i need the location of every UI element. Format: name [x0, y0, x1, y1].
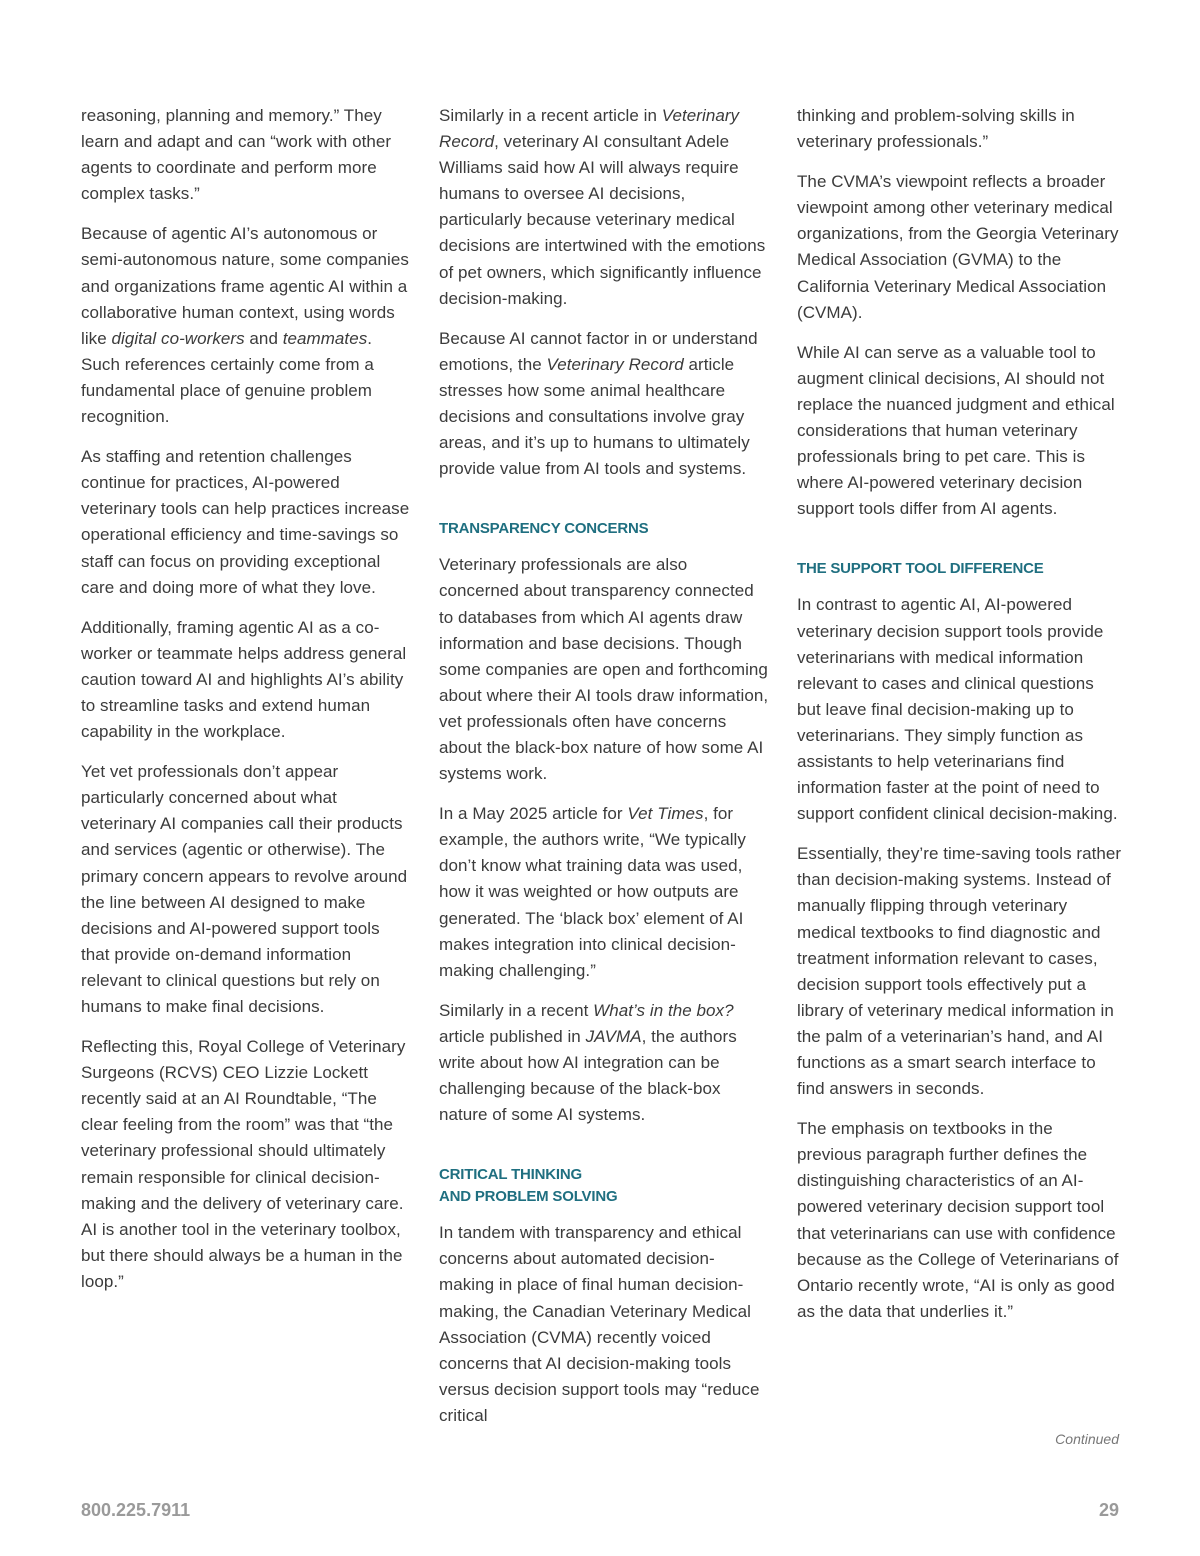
body-paragraph: [81, 759, 411, 1020]
paragraph-text: thinking and problem-solving skills in veterinary professionals.”: [797, 106, 1075, 152]
paragraph-text: article stresses how some animal healthcare decisions and consultations involve gray areas, and it’s up to humans to ultimately provide value from AI tools and systems.: [439, 354, 750, 479]
section-heading-line: TRANSPARENCY CONCERNS: [439, 520, 649, 538]
body-paragraph: [439, 1220, 769, 1429]
section-heading-line: AND PROBLEM SOLVING: [439, 1188, 618, 1206]
footer-phone-number: 800.225.7911: [81, 1500, 191, 1520]
paragraph-text: , for example, the authors write, “We typically don’t know what training data was used, how it was weighted or how outputs are generated. The ‘black box’ element of AI makes integration into clinical decision-making challenging.”: [439, 804, 746, 980]
body-paragraph: [81, 444, 411, 601]
paragraph-text: In contrast to agentic AI, AI-powered veterinary decision support tools provide veterinarians with medical information relevant to cases and clinical questions but leave final decision-making up to veterinarians. They simply function as assistants to help veterinarians find information faster at the point of need to support confident clinical decision-making.: [797, 595, 1118, 824]
body-paragraph: [439, 326, 769, 483]
body-paragraph: [81, 221, 411, 430]
paragraph-text: , veterinary AI consultant Adele Williams said how AI will always require humans to oversee AI decisions, particularly because veterinary medical decisions are intertwined with the emotions of pet owners, which significantly influence decision-making.: [439, 132, 766, 308]
paragraph-text: Because AI cannot factor in or understand emotions, the: [439, 328, 758, 374]
paragraph-text: The emphasis on textbooks in the previous paragraph further defines the distinguishing characteristics of an AI-powered veterinary decision support tool that veterinarians can use with confidence because as the College of Veterinarians of Ontario recently wrote, “AI is only as good as the data that underlies it.”: [797, 1119, 1119, 1321]
continued-label: Continued: [1055, 1431, 1119, 1447]
text-column-1: [81, 103, 411, 1309]
section-heading-line: THE SUPPORT TOOL DIFFERENCE: [797, 560, 1044, 578]
paragraph-text: Veterinary professionals are also concerned about transparency connected to databases from which AI agents draw information and base decisions. Though some companies are open and forthcoming about where their AI tools draw information, vet professionals often have concerns about the black-box nature of how some AI systems work.: [439, 555, 769, 784]
body-paragraph: [81, 1034, 411, 1295]
body-paragraph: [81, 103, 411, 207]
paragraph-text: Reflecting this, Royal College of Veterinary Surgeons (RCVS) CEO Lizzie Lockett recently said at an AI Roundtable, “The clear feeling from the room” was that “the veterinary professional should ultimately remain responsible for clinical decision-making and the delivery of veterinary care. AI is another tool in the veterinary toolbox, but there should always be a human in the loop.”: [81, 1037, 406, 1291]
italic-title-text: What’s in the box?: [593, 1000, 734, 1020]
italic-title-text: digital co-workers: [111, 328, 245, 348]
section-heading: [439, 1164, 769, 1208]
paragraph-text: Similarly in a recent article in: [439, 106, 662, 125]
body-paragraph: [797, 103, 1122, 155]
body-paragraph: [81, 615, 411, 745]
paragraph-text: , the authors write about how AI integration can be challenging because of the black-box nature of some AI systems.: [439, 1026, 737, 1125]
paragraph-text: In tandem with transparency and ethical concerns about automated decision-making in place of final human decision-making, the Canadian Veterinary Medical Association (CVMA) recently voiced concerns that AI decision-making tools versus decision support tools may “reduce critical: [439, 1223, 760, 1425]
paragraph-text: In a May 2025 article for: [439, 804, 628, 824]
paragraph-text: article published in: [439, 1026, 586, 1046]
paragraph-text: As staffing and retention challenges continue for practices, AI-powered veterinary tools can help practices increase operational efficiency and time-savings so staff can focus on providing exceptional care and doing more of what they love.: [81, 447, 410, 597]
italic-title-text: JAVMA: [585, 1026, 642, 1046]
paragraph-text: Similarly in a recent: [439, 1000, 594, 1020]
paragraph-text: While AI can serve as a valuable tool to augment clinical decisions, AI should not replace the nuanced judgment and ethical considerations that human veterinary professionals bring to pet care. This is where AI-powered veterinary decision support tools differ from AI agents.: [797, 342, 1115, 519]
body-paragraph: [439, 998, 769, 1128]
italic-title-text: Veterinary Record: [439, 106, 740, 152]
body-paragraph: [797, 340, 1122, 523]
paragraph-text: Essentially, they’re time-saving tools rather than decision-making systems. Instead of manually flipping through veterinary medical textbooks to find diagnostic and treatment information relevant to cases, decision support tools effectively put a library of veterinary medical information in the palm of a veterinarian’s hand, and AI functions as a smart search interface to find answers in seconds.: [797, 844, 1122, 1099]
body-paragraph: [439, 552, 769, 787]
italic-title-text: teammates: [282, 328, 368, 348]
paragraph-text: The CVMA’s viewpoint reflects a broader viewpoint among other veterinary medical organizations, from the Georgia Veterinary Medical Association (GVMA) to the California Veterinary Medical Association (CVMA).: [797, 172, 1119, 322]
body-paragraph: [797, 169, 1122, 326]
body-paragraph: [797, 1116, 1122, 1325]
paragraph-text: reasoning, planning and memory.” They learn and adapt and can “work with other agents to coordinate and perform more complex tasks.”: [81, 106, 392, 204]
section-heading-line: CRITICAL THINKING: [439, 1166, 582, 1184]
paragraph-text: . Such references certainly come from a fundamental place of genuine problem recognition.: [81, 328, 374, 427]
paragraph-text: Because of agentic AI’s autonomous or semi-autonomous nature, some companies and organizations frame agentic AI within a collaborative human context, using words like: [81, 224, 409, 348]
paragraph-text: Additionally, framing agentic AI as a co-worker or teammate helps address general caution toward AI and highlights AI’s ability to streamline tasks and extend human capability in the workplace.: [81, 617, 407, 742]
section-heading: [439, 518, 769, 540]
text-column-2: [439, 103, 769, 1443]
paragraph-text: and: [244, 328, 283, 348]
text-column-3: [797, 103, 1122, 1339]
italic-title-text: Vet Times: [627, 804, 704, 824]
body-paragraph: [439, 103, 769, 312]
body-paragraph: [797, 592, 1122, 827]
section-heading: [797, 558, 1122, 580]
italic-title-text: Veterinary Record: [546, 354, 684, 374]
paragraph-text: Yet vet professionals don’t appear particularly concerned about what veterinary AI companies call their products and services (agentic or otherwise). The primary concern appears to revolve around the line between AI designed to make decisions and AI-powered support tools that provide on-demand information relevant to clinical questions but rely on humans to make final decisions.: [81, 762, 408, 1016]
body-paragraph: [439, 801, 769, 984]
body-paragraph: [797, 841, 1122, 1102]
page-number: 29: [1098, 1500, 1119, 1520]
